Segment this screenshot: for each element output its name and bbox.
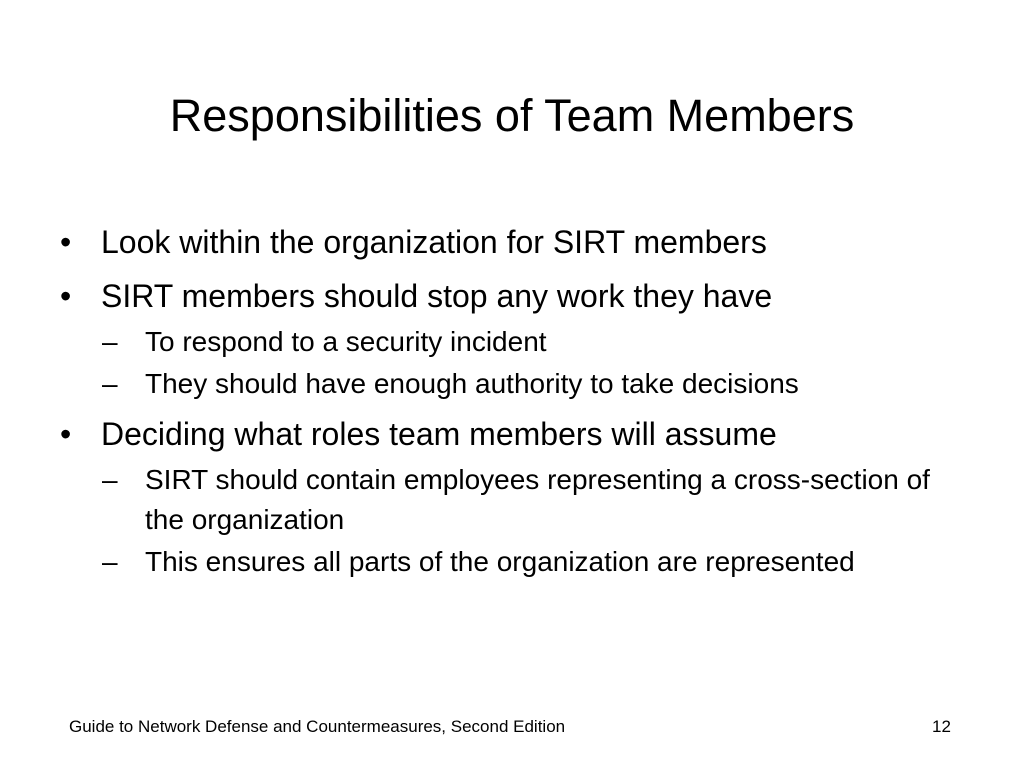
bullet-item — [58, 414, 968, 454]
bullet-marker: • — [60, 278, 72, 314]
page-number: 12 — [932, 717, 951, 736]
sub-bullet-marker: – — [102, 464, 118, 495]
bullet-text: SIRT members should stop any work they have — [101, 278, 773, 314]
bullet-item — [58, 222, 968, 262]
bullet-item — [58, 276, 968, 316]
bullet-marker: • — [60, 224, 72, 260]
sub-bullet-item — [102, 322, 968, 362]
sub-bullet-item — [102, 364, 968, 404]
sub-bullet-text: This ensures all parts of the organization are represented — [145, 546, 855, 577]
sub-bullet-marker: – — [102, 326, 118, 357]
sub-bullet-item — [102, 460, 968, 540]
bullet-list — [58, 222, 968, 592]
bullet-marker: • — [60, 416, 72, 452]
sub-bullet-text: They should have enough authority to take decisions — [145, 368, 799, 399]
sub-bullet-marker: – — [102, 368, 118, 399]
sub-bullet-item — [102, 542, 968, 582]
slide-title: Responsibilities of Team Members — [169, 90, 855, 141]
sub-bullet-text: SIRT should contain employees representing a cross-section of the organization — [145, 464, 930, 535]
bullet-text: Look within the organization for SIRT members — [101, 224, 767, 260]
sub-bullet-marker: – — [102, 546, 118, 577]
bullet-text: Deciding what roles team members will assume — [101, 416, 777, 452]
sub-bullet-text: To respond to a security incident — [145, 326, 547, 357]
footer-text: Guide to Network Defense and Countermeasures, Second Edition — [69, 717, 566, 736]
